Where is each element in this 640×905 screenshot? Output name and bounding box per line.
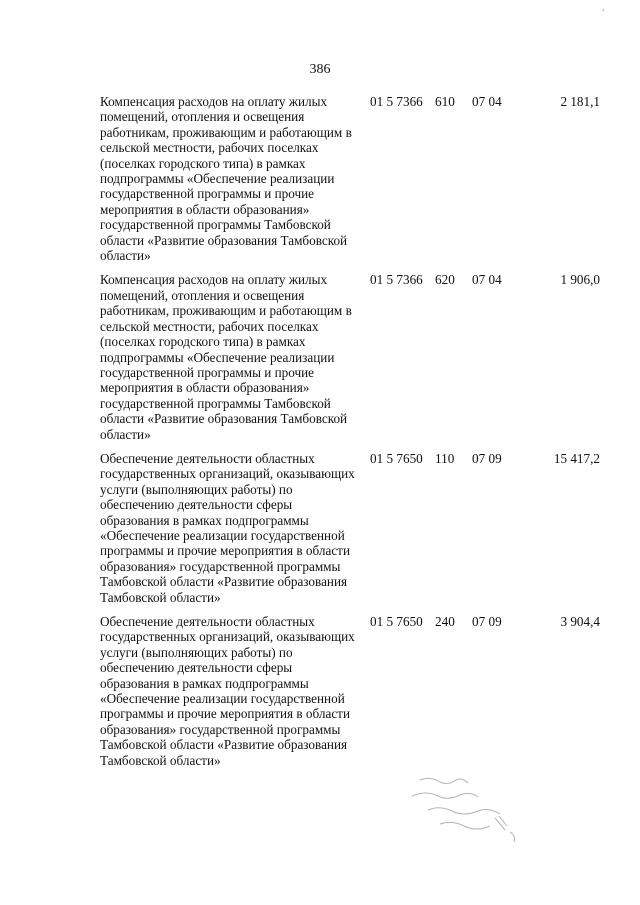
amount: 2 181,1: [560, 94, 600, 109]
amount: 15 417,2: [553, 450, 600, 466]
table-row: [100, 272, 600, 441]
target-article-code: 01 5 7366: [370, 272, 423, 288]
expense-type-code: 240: [435, 614, 455, 629]
table-row: [100, 451, 600, 605]
target-article-code: 01 5 7650: [370, 450, 423, 466]
corner-mark: ': [602, 8, 604, 19]
page-number: 386: [309, 62, 331, 77]
section-code: 07 04: [472, 272, 502, 288]
row-description: Компенсация расходов на оплату жилых помещений, отопления и освещения работникам, проживающим и работающим в сельской местности, рабочих поселках (поселках городского типа) в рамках подпрограммы «Обеспечение реализации государственной программы и прочие мероприятия в области образования» государственной программы Тамбовской области «Развитие образования Тамбовской области»: [100, 94, 352, 264]
faded-stamp-icon: [400, 770, 530, 850]
section-code: 07 09: [472, 614, 502, 629]
table-row: [100, 614, 600, 768]
section-code: 07 04: [472, 94, 502, 109]
target-article-code: 01 5 7650: [370, 614, 423, 629]
expense-type-code: 620: [435, 272, 455, 288]
expense-type-code: 610: [435, 94, 455, 109]
target-article-code: 01 5 7366: [370, 94, 423, 109]
amount: 1 906,0: [560, 272, 600, 288]
expense-type-code: 110: [435, 450, 455, 466]
budget-table: [100, 94, 600, 777]
amount: 3 904,4: [560, 614, 600, 629]
table-row: [100, 94, 600, 263]
row-description: Обеспечение деятельности областных государственных организаций, оказывающих услуги (выполняющих работы) по обеспечению деятельности сферы образования в рамках подпрограммы «Обеспечение реализации государственной программы и прочие мероприятия в области образования» государственной программы Тамбовской области «Развитие образования Тамбовской области»: [100, 450, 355, 605]
row-description: Обеспечение деятельности областных государственных организаций, оказывающих услуги (выполняющих работы) по обеспечению деятельности сферы образования в рамках подпрограммы «Обеспечение реализации государственной программы и прочие мероприятия в области образования» государственной программы Тамбовской области «Развитие образования Тамбовской области»: [100, 614, 355, 768]
section-code: 07 09: [472, 450, 502, 466]
row-description: Компенсация расходов на оплату жилых помещений, отопления и освещения работникам, проживающим и работающим в сельской местности, рабочих поселках (поселках городского типа) в рамках подпрограммы «Обеспечение реализации государственной программы и прочие мероприятия в области образования» государственной программы Тамбовской области «Развитие образования Тамбовской области»: [100, 272, 352, 442]
